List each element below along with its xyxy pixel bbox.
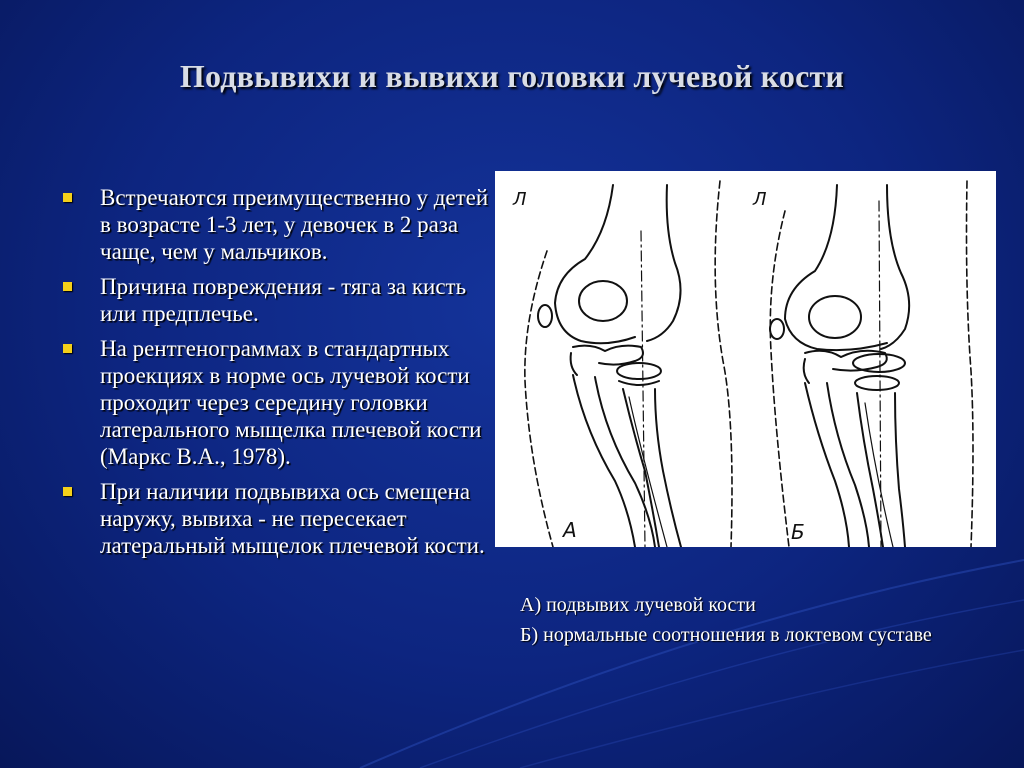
bullet-item [58,478,498,559]
bullet-item [58,335,498,470]
panel-b-letter: Б [791,520,805,544]
figure-caption [520,590,990,650]
elbow-diagram [495,171,996,547]
bullet-item [58,273,498,327]
elbow-xray-figure [495,171,996,547]
bullet-text: При наличии подвывиха ось смещена наружу, вывиха - не пересекает латеральный мыщелок плечевой кости. [100,479,485,558]
square-bullet-icon [63,344,72,353]
caption-line-a: А) подвывих лучевой кости [520,594,756,616]
panel-a-side-label: Л [513,189,527,210]
square-bullet-icon [63,282,72,291]
slide-title: Подвывихи и вывихи головки лучевой кости [179,58,845,94]
bullet-text: Встречаются преимущественно у детей в возрасте 1-3 лет, у девочек в 2 раза чаще, чем у мальчиков. [100,185,489,264]
square-bullet-icon [63,193,72,202]
panel-a-drawing [512,181,732,547]
panel-a-letter: А [563,518,577,542]
bullet-list [58,184,498,567]
caption-line-b: Б) нормальные соотношения в локтевом суставе [520,624,932,646]
bullet-item [58,184,498,265]
bullet-text: Причина повреждения - тяга за кисть или предплечье. [100,274,467,326]
square-bullet-icon [63,487,72,496]
panel-b-side-label: Л [753,189,767,210]
bullet-text: На рентгенограммах в стандартных проекциях в норме ось лучевой кости проходит через середину головки латерального мыщелка плечевой кости (Маркс В.А., 1978). [100,336,482,469]
panel-b-drawing [752,181,973,547]
